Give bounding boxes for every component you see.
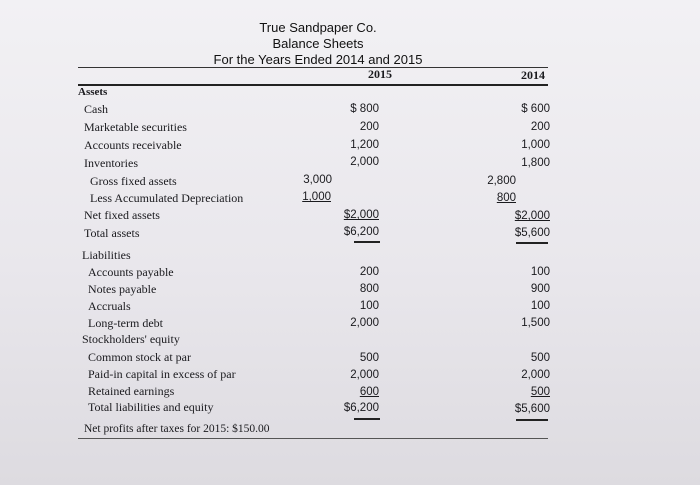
retained-2014: 500 (530, 386, 550, 398)
gross-fixed-2015: 3,000 (303, 174, 332, 186)
cash-label: Cash (84, 102, 108, 116)
cash-2014: $ 600 (521, 103, 550, 115)
total-liab-2015-double-rule (354, 418, 380, 420)
payable-2015: 200 (359, 266, 379, 278)
column-2015: 2015 (368, 67, 392, 81)
cash-2015: $ 800 (350, 103, 379, 115)
total-assets-2014-double-rule (516, 242, 548, 244)
header-rule-bottom (78, 84, 548, 86)
total-assets-label: Total assets (84, 226, 140, 240)
common-label: Common stock at par (88, 350, 191, 364)
footer-rule (78, 438, 548, 439)
net-profits-note: Net profits after taxes for 2015: $150.00 (84, 423, 270, 435)
notes-2015: 800 (359, 283, 379, 295)
common-2015: 500 (359, 352, 379, 364)
inventories-2014: 1,800 (521, 157, 550, 169)
inventories-label: Inventories (84, 156, 138, 170)
common-2014: 500 (530, 352, 550, 364)
column-2014: 2014 (521, 68, 545, 82)
longterm-2014: 1,500 (521, 317, 550, 329)
receivable-2015: 1,200 (350, 139, 379, 151)
total-assets-2015-double-rule (354, 241, 380, 243)
longterm-2015: 2,000 (350, 317, 379, 329)
statement-title: Balance Sheets (272, 36, 364, 51)
liabilities-heading: Liabilities (82, 248, 131, 262)
total-liab-equity-label: Total liabilities and equity (88, 400, 214, 414)
statement-period: For the Years Ended 2014 and 2015 (213, 52, 423, 67)
net-fixed-2015: $2,000 (343, 209, 379, 221)
total-liab-equity-2015: $6,200 (343, 402, 379, 414)
paidin-2014: 2,000 (521, 369, 550, 381)
gross-fixed-label: Gross fixed assets (90, 174, 177, 188)
marketable-label: Marketable securities (84, 120, 187, 134)
total-liab-2014-double-rule (516, 419, 548, 421)
total-assets-2014: $5,600 (514, 227, 550, 239)
accruals-label: Accruals (88, 299, 131, 313)
net-fixed-label: Net fixed assets (84, 208, 160, 222)
assets-heading: Assets (78, 86, 108, 98)
depreciation-2015: 1,000 (302, 191, 331, 203)
receivable-2014: 1,000 (521, 139, 550, 151)
marketable-2015: 200 (359, 121, 379, 133)
payable-2014: 100 (530, 266, 550, 278)
accruals-2014: 100 (530, 300, 550, 312)
net-fixed-2014: $2,000 (514, 210, 550, 222)
depreciation-2014: 800 (496, 192, 516, 204)
accruals-2015: 100 (359, 300, 379, 312)
paidin-label: Paid-in capital in excess of par (88, 367, 236, 381)
payable-label: Accounts payable (88, 265, 174, 279)
marketable-2014: 200 (530, 121, 550, 133)
total-liab-equity-2014: $5,600 (514, 403, 550, 415)
paidin-2015: 2,000 (350, 369, 379, 381)
equity-heading: Stockholders' equity (82, 332, 180, 346)
total-assets-2015: $6,200 (343, 226, 379, 238)
inventories-2015: 2,000 (350, 156, 379, 168)
header-rule (78, 67, 548, 68)
longterm-label: Long-term debt (88, 316, 163, 330)
notes-2014: 900 (530, 283, 550, 295)
depreciation-label: Less Accumulated Depreciation (90, 191, 244, 205)
company-name: True Sandpaper Co. (259, 20, 377, 35)
retained-2015: 600 (359, 386, 379, 398)
notes-label: Notes payable (88, 282, 157, 296)
receivable-label: Accounts receivable (84, 138, 182, 152)
gross-fixed-2014: 2,800 (487, 175, 516, 187)
retained-label: Retained earnings (88, 384, 175, 398)
